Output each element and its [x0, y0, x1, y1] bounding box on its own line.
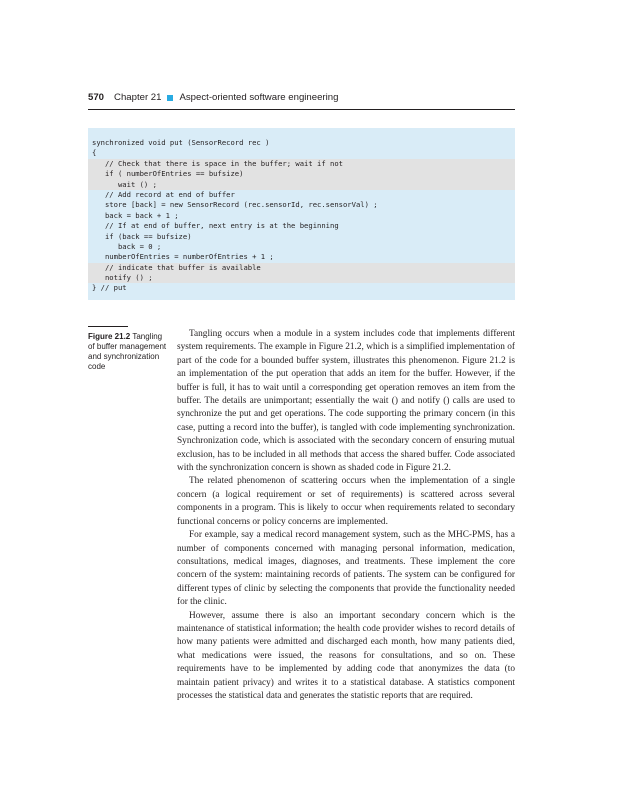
- caption-rule: [88, 326, 128, 327]
- code-line: // Check that there is space in the buffer; wait if not: [88, 159, 515, 169]
- paragraph: Tangling occurs when a module in a system includes code that implements different system requirements. The example in Figure 21.2, which is a simplified implementation of part of the code for a bounded buffer system, illustrates this phenomenon. Figure 21.2 is an implementation of the put operation that adds an item for the buffer. However, if the buffer is full, it has to wait until a corresponding get operation removes an item from the buffer. The details are unimportant; essentially the wait () and notify () calls are used to synchronize the put and get operations. The code supporting the primary concern (in this case, putting a record into the buffer), is tangled with code implementing synchronization. Synchronization code, which is associated with the secondary concern of ensuring mutual exclusion, has to be included in all methods that access the shared buffer. Code associated with the synchronization concern is shown as shaded code in Figure 21.2.: [177, 329, 515, 474]
- code-line: {: [92, 148, 97, 158]
- code-line: notify () ;: [88, 273, 515, 283]
- chapter-label: Chapter 21: [114, 92, 162, 103]
- paragraph: However, assume there is also an important secondary concern which is the maintenance of statistical information; the health code provider wishes to record details of how many patients were admitted and discharged each month, how many patients died, what medications were issued, the reasons for consultations, and so on. These requirements have to be implemented by adding code that anonymizes the data (to maintain patient privacy) and writes it to a statistical database. A statistics component processes the statistical data and generates the statistic reports that are required.: [177, 610, 515, 701]
- paragraph: The related phenomenon of scattering occurs when the implementation of a single concern (a logical requirement or set of requirements) is scattered across several components in a program. This is likely to occur when requirements related to secondary functional concerns or policy concerns are implemented.: [177, 476, 515, 527]
- code-line: back = 0 ;: [92, 241, 162, 251]
- header-rule: [88, 109, 515, 110]
- figure-number: Figure 21.2: [88, 332, 131, 341]
- header-square-icon: [167, 95, 173, 101]
- code-line: if (back == bufsize): [92, 231, 192, 241]
- page-number: 570: [88, 92, 105, 103]
- code-line: store [back] = new SensorRecord (rec.sensorId, rec.sensorVal) ;: [92, 200, 378, 210]
- body-text: [177, 328, 515, 703]
- figure-caption-text: Tangling of buffer management and synchronization code: [88, 332, 167, 371]
- chapter-title: Aspect-oriented software engineering: [179, 92, 339, 103]
- code-line: // Add record at end of buffer: [92, 189, 235, 199]
- code-line: numberOfEntries = numberOfEntries + 1 ;: [92, 252, 274, 262]
- code-line: // If at end of buffer, next entry is at the beginning: [92, 221, 339, 231]
- code-line: synchronized void put (SensorRecord rec ): [92, 138, 270, 147]
- code-line: back = back + 1 ;: [92, 210, 179, 220]
- code-listing: [88, 128, 515, 300]
- code-line: } // put: [92, 283, 127, 293]
- code-line: wait () ;: [88, 180, 515, 190]
- paragraph: For example, say a medical record management system, such as the MHC-PMS, has a number of components concerned with managing personal information, medication, consultations, medical images, diagnoses, and treatments. These implement the core concern of the system: maintaining records of patients. The system can be configured for different types of clinic by selecting the components that provide the functionality needed for the clinic.: [177, 530, 515, 608]
- code-line: // indicate that buffer is available: [88, 263, 515, 273]
- figure-caption: [88, 326, 168, 372]
- running-header: [88, 92, 515, 103]
- code-line: if ( numberOfEntries == bufsize): [88, 169, 515, 179]
